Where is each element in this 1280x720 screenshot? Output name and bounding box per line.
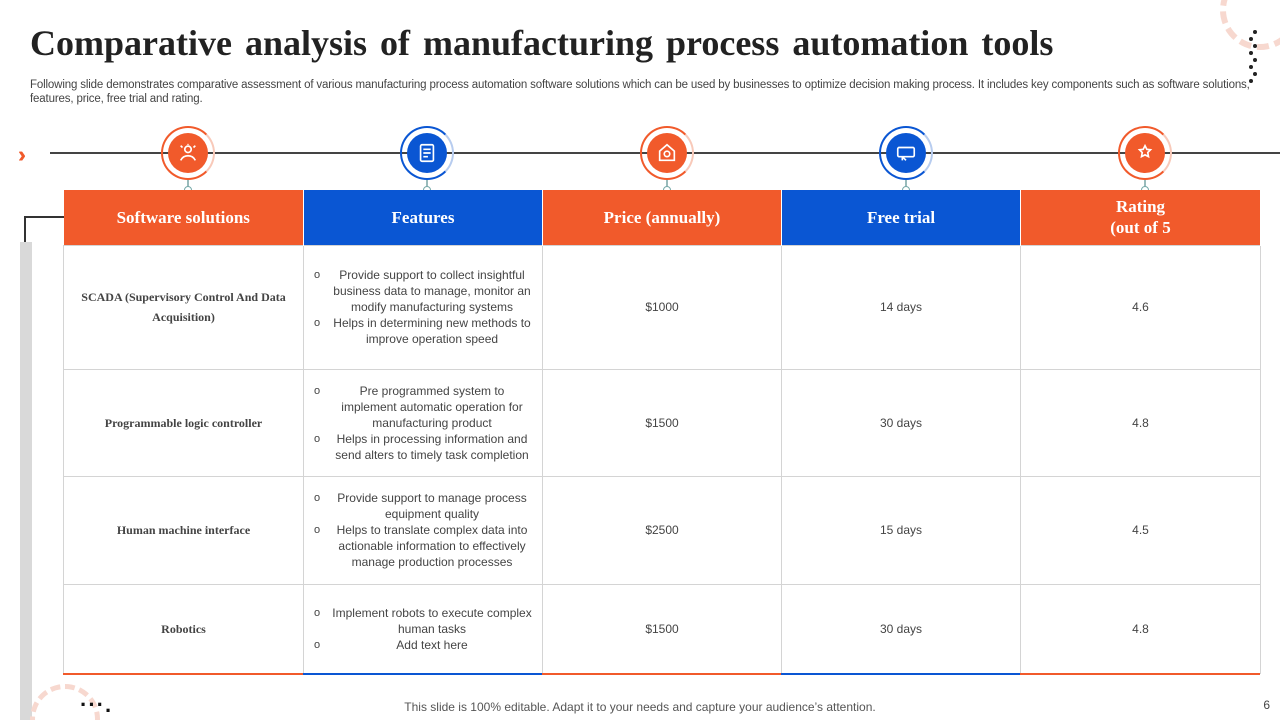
table-header-row (64, 190, 1261, 245)
header-rating: Rating (out of 5 (1021, 190, 1261, 245)
trial-cell: 30 days (782, 369, 1021, 476)
comparison-table (63, 190, 1261, 674)
price-tag-icon (640, 126, 694, 180)
slide-title: Comparative analysis of manufacturing process automation tools (30, 23, 1054, 63)
table-row (64, 245, 1261, 369)
rating-cell: 4.5 (1021, 476, 1261, 584)
header-price: Price (annually) (543, 190, 782, 245)
feature-item: o Provide support to manage process equipment quality (314, 490, 532, 522)
trial-cell: 14 days (782, 245, 1021, 369)
connector-line (24, 216, 64, 218)
trial-cell: 15 days (782, 476, 1021, 584)
feature-item: o Provide support to collect insightful business data to manage, monitor an modify manufacturing systems (314, 267, 532, 315)
bottom-accent-bar (542, 673, 781, 675)
features-cell (304, 476, 543, 584)
feature-item: o Implement robots to execute complex human tasks (314, 605, 532, 637)
solution-cell: SCADA (Supervisory Control And Data Acquisition) (64, 245, 304, 369)
feature-item: o Helps in determining new methods to improve operation speed (314, 315, 532, 347)
chevrons-icon: ››› (18, 142, 19, 167)
checklist-icon (400, 126, 454, 180)
feature-item: o Helps in processing information and send alters to timely task completion (314, 431, 532, 463)
footer-note: This slide is 100% editable. Adapt it to your needs and capture your audience’s attention. (404, 700, 876, 714)
feature-item: o Add text here (314, 637, 532, 653)
feature-item: o Helps to translate complex data into actionable information to effectively manage production processes (314, 522, 532, 570)
price-cell: $1500 (543, 369, 782, 476)
trial-cell: 30 days (782, 584, 1021, 673)
table-row (64, 476, 1261, 584)
rating-cell: 4.6 (1021, 245, 1261, 369)
header-free-trial: Free trial (782, 190, 1021, 245)
features-cell (304, 584, 543, 673)
bottom-accent-bar (63, 673, 303, 675)
features-cell (304, 245, 543, 369)
solution-cell: Human machine interface (64, 476, 304, 584)
header-software-solutions: Software solutions (64, 190, 304, 245)
dots-decoration-icon (1249, 30, 1259, 86)
price-cell: $1000 (543, 245, 782, 369)
solution-cell: Robotics (64, 584, 304, 673)
header-features: Features (304, 190, 543, 245)
table-row (64, 369, 1261, 476)
features-cell (304, 369, 543, 476)
rating-cell: 4.8 (1021, 369, 1261, 476)
page-number: 6 (1263, 698, 1270, 712)
side-accent-bar (20, 242, 32, 720)
price-cell: $2500 (543, 476, 782, 584)
free-trial-ticket-icon (879, 126, 933, 180)
bottom-accent-bar (303, 673, 542, 675)
bottom-accent-bar (1020, 673, 1260, 675)
automation-hand-icon (161, 126, 215, 180)
feature-item: o Pre programmed system to implement automatic operation for manufacturing product (314, 383, 532, 431)
rating-cell: 4.8 (1021, 584, 1261, 673)
table-row (64, 584, 1261, 673)
bottom-accent-bar (781, 673, 1020, 675)
price-cell: $1500 (543, 584, 782, 673)
solution-cell: Programmable logic controller (64, 369, 304, 476)
slide-subtitle: Following slide demonstrates comparative assessment of various manufacturing process automation software solutions which can be used by businesses to optimize decision making process. It includes key components such as software solutions, features, price, free trial and rating. (30, 79, 1250, 105)
rating-icon (1118, 126, 1172, 180)
dots-decoration-icon: ···. (80, 692, 113, 717)
connector-line (24, 216, 26, 242)
